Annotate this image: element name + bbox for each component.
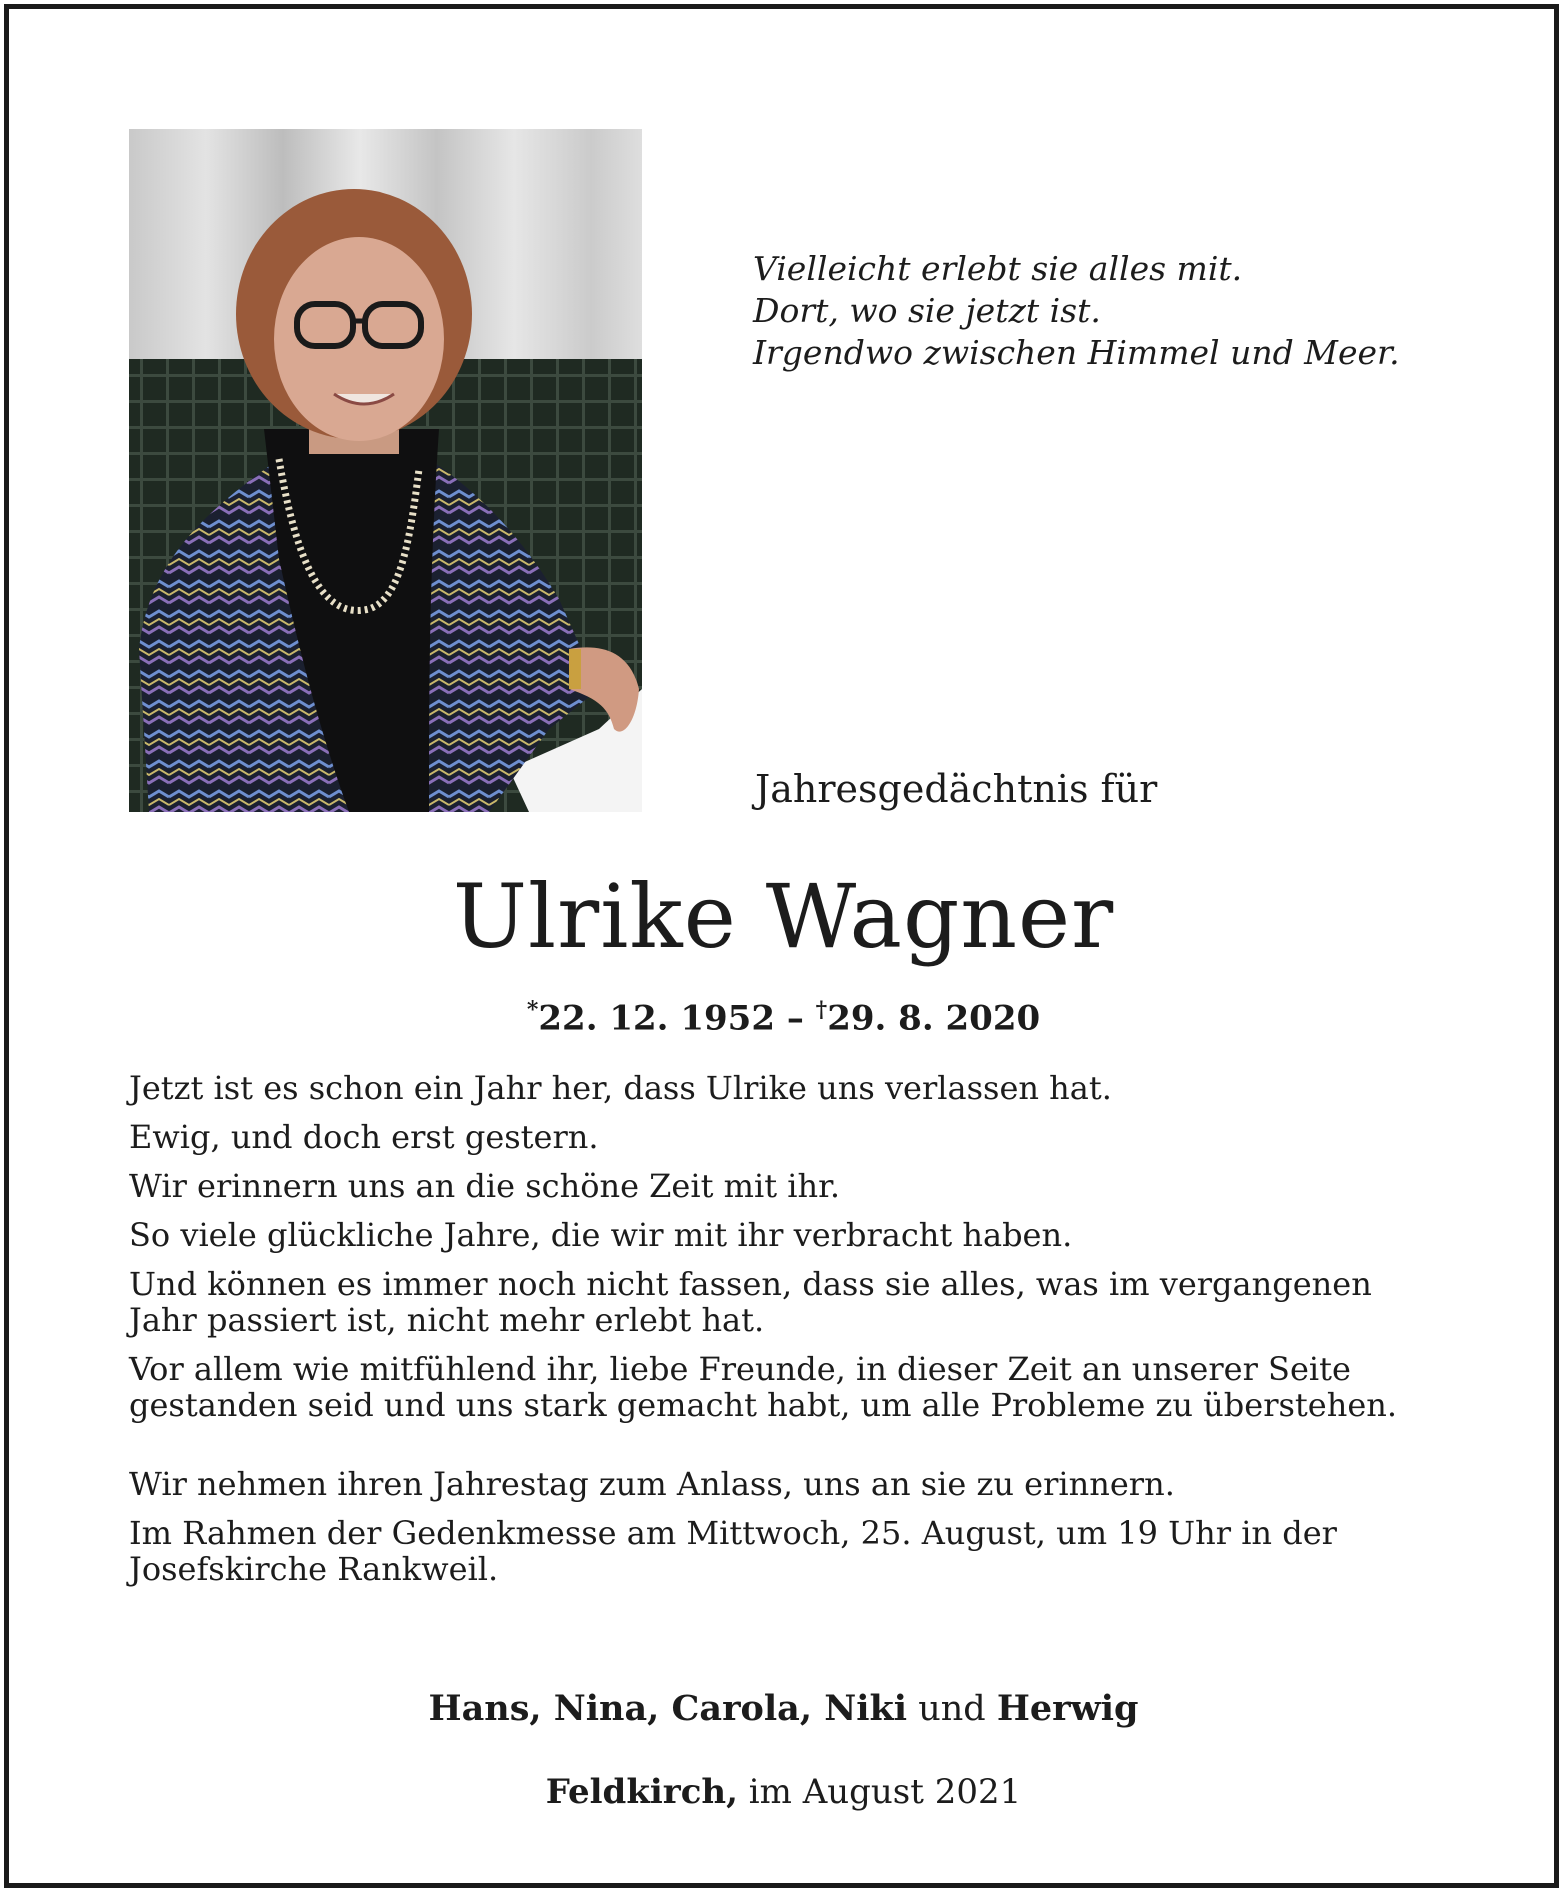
place-date-text: im August 2021 <box>737 1772 1022 1812</box>
poem <box>753 248 1400 374</box>
birth-symbol: * <box>526 997 539 1023</box>
signer-last: Herwig <box>996 1688 1139 1729</box>
date-separator: – <box>774 998 816 1039</box>
text-paragraph: Wir erinnern uns an die schöne Zeit mit ihr. <box>129 1167 841 1205</box>
place-city: Feldkirch, <box>545 1772 738 1812</box>
birth-date: 22. 12. 1952 <box>538 998 775 1039</box>
text-paragraph: Wir nehmen ihren Jahrestag zum Anlass, uns an sie zu erinnern. <box>129 1465 1175 1503</box>
place-date <box>0 1770 1567 1814</box>
signer-conjunction: und <box>907 1689 997 1729</box>
text-paragraph: Jetzt ist es schon ein Jahr her, dass Ulrike uns verlassen hat. <box>129 1069 1112 1107</box>
text-paragraph: Vor allem wie mitfühlend ihr, liebe Freunde, in dieser Zeit an unserer Seite gestanden seid und uns stark gemacht habt, um alle Probleme zu überstehen. <box>129 1350 1398 1424</box>
life-dates <box>0 988 1567 1040</box>
memorial-text <box>129 1070 1439 1600</box>
portrait-illustration <box>129 129 642 812</box>
deceased-name: Ulrike Wagner <box>452 865 1115 968</box>
memorial-intro: Jahresgedächtnis für <box>755 767 1158 811</box>
text-paragraph: Im Rahmen der Gedenkmesse am Mittwoch, 25. August, um 19 Uhr in der Josefskirche Rankweil. <box>129 1514 1337 1588</box>
poem-line: Dort, wo sie jetzt ist. <box>753 291 1101 330</box>
text-paragraph: Ewig, und doch erst gestern. <box>129 1118 599 1156</box>
death-symbol: † <box>815 997 828 1023</box>
signer-names: Hans, Nina, Carola, Niki <box>428 1688 908 1729</box>
signers <box>0 1687 1567 1731</box>
death-date: 29. 8. 2020 <box>827 998 1041 1039</box>
portrait-photo <box>129 129 642 812</box>
text-paragraph: Und können es immer noch nicht fassen, dass sie alles, was im vergangenen Jahr passiert ist, nicht mehr erlebt hat. <box>129 1265 1372 1339</box>
poem-line: Vielleicht erlebt sie alles mit. <box>753 249 1243 288</box>
poem-line: Irgendwo zwischen Himmel und Meer. <box>753 333 1400 372</box>
text-paragraph: So viele glückliche Jahre, die wir mit ihr verbracht haben. <box>129 1216 1073 1254</box>
